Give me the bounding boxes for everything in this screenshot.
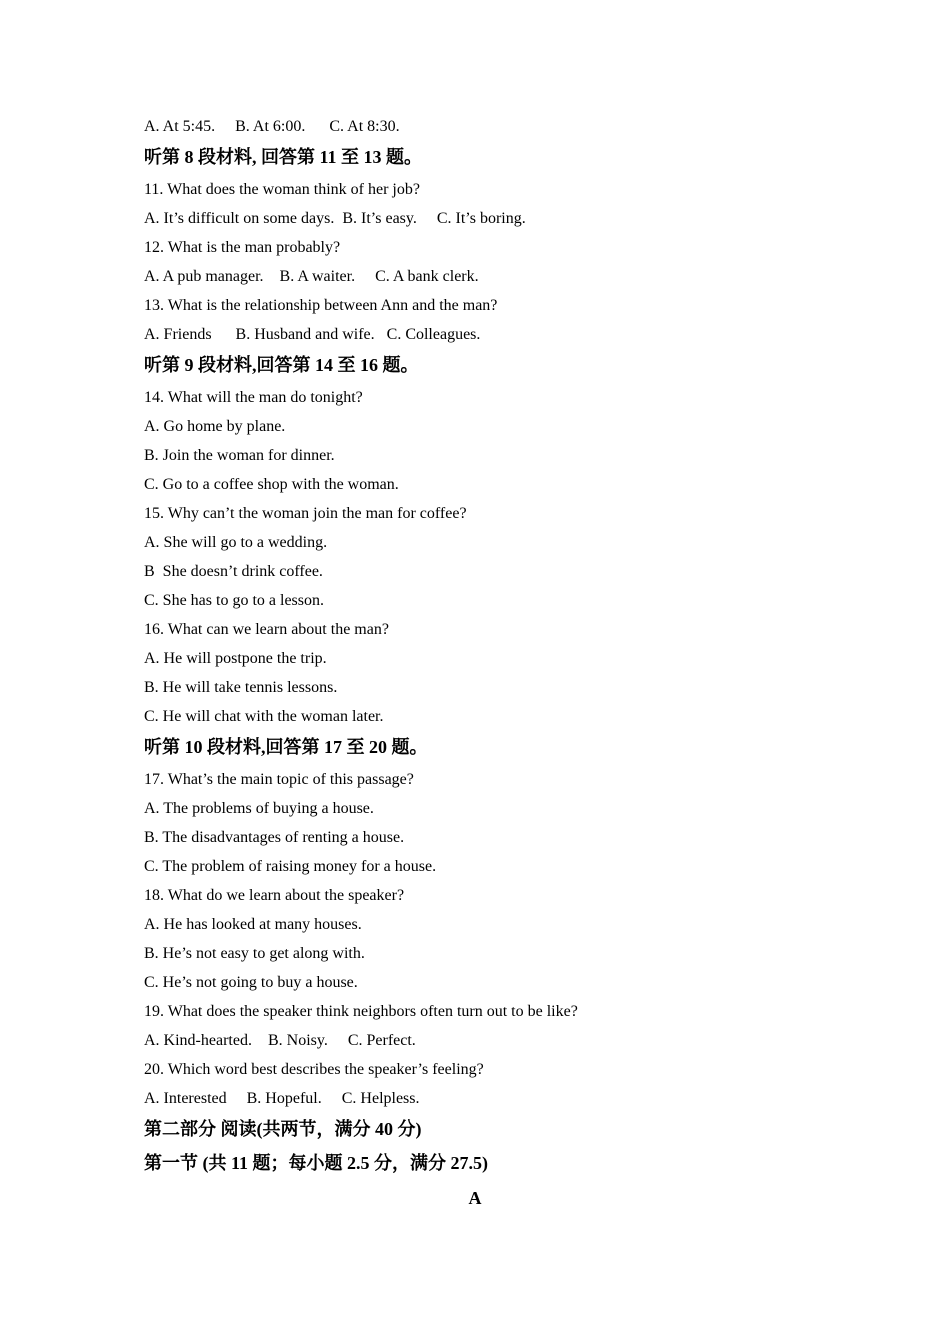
q14-option-c: C. Go to a coffee shop with the woman. xyxy=(144,476,399,493)
question-11: 11. What does the woman think of her job? xyxy=(144,181,420,198)
q20-options: A. Interested B. Hopeful. C. Helpless. xyxy=(144,1090,420,1107)
q18-option-b: B. He’s not easy to get along with. xyxy=(144,945,365,962)
q15-option-a: A. She will go to a wedding. xyxy=(144,534,328,551)
passage-title: A xyxy=(468,1188,482,1208)
question-19: 19. What does the speaker think neighbors often turn out to be like? xyxy=(144,1003,578,1020)
section-one-heading: 第一节 (共 11 题；每小题 2.5 分，满分 27.5) xyxy=(144,1153,488,1173)
section-heading-8: 听第 8 段材料, 回答第 11 至 13 题。 xyxy=(144,147,423,167)
q10-options: A. At 5:45. B. At 6:00. C. At 8:30. xyxy=(144,118,400,135)
q18-option-a: A. He has looked at many houses. xyxy=(144,916,362,933)
q17-option-b: B. The disadvantages of renting a house. xyxy=(144,829,405,846)
q14-option-a: A. Go home by plane. xyxy=(144,418,286,435)
q19-options: A. Kind-hearted. B. Noisy. C. Perfect. xyxy=(144,1032,416,1049)
document-page xyxy=(144,112,824,1215)
q16-option-a: A. He will postpone the trip. xyxy=(144,650,327,667)
question-18: 18. What do we learn about the speaker? xyxy=(144,887,405,904)
q15-option-c: C. She has to go to a lesson. xyxy=(144,592,324,609)
q16-option-c: C. He will chat with the woman later. xyxy=(144,708,384,725)
part-two-heading: 第二部分 阅读(共两节，满分 40 分) xyxy=(144,1119,422,1139)
q17-option-a: A. The problems of buying a house. xyxy=(144,800,374,817)
q15-option-b: B She doesn’t drink coffee. xyxy=(144,563,323,580)
question-14: 14. What will the man do tonight? xyxy=(144,389,363,406)
section-heading-9: 听第 9 段材料,回答第 14 至 16 题。 xyxy=(144,355,419,375)
question-15: 15. Why can’t the woman join the man for coffee? xyxy=(144,505,467,522)
q11-options: A. It’s difficult on some days. B. It’s easy. C. It’s boring. xyxy=(144,210,526,227)
q17-option-c: C. The problem of raising money for a house. xyxy=(144,858,437,875)
q18-option-c: C. He’s not going to buy a house. xyxy=(144,974,358,991)
section-heading-10: 听第 10 段材料,回答第 17 至 20 题。 xyxy=(144,737,428,757)
question-20: 20. Which word best describes the speaker’s feeling? xyxy=(144,1061,484,1078)
question-12: 12. What is the man probably? xyxy=(144,239,341,256)
q12-options: A. A pub manager. B. A waiter. C. A bank clerk. xyxy=(144,268,479,285)
question-13: 13. What is the relationship between Ann and the man? xyxy=(144,297,498,314)
question-17: 17. What’s the main topic of this passage? xyxy=(144,771,414,788)
q13-options: A. Friends B. Husband and wife. C. Colleagues. xyxy=(144,326,481,343)
question-16: 16. What can we learn about the man? xyxy=(144,621,389,638)
q14-option-b: B. Join the woman for dinner. xyxy=(144,447,335,464)
q16-option-b: B. He will take tennis lessons. xyxy=(144,679,338,696)
